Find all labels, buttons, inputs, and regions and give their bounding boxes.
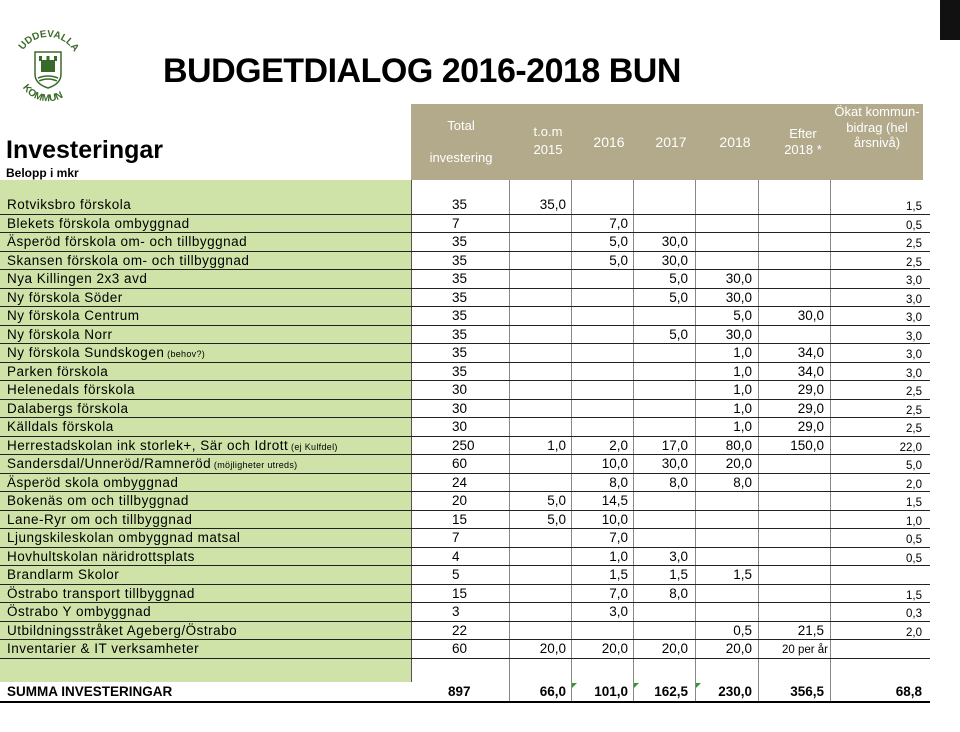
page-title: BUDGETDIALOG 2016-2018 BUN (163, 52, 681, 90)
row-name: Rotviksbro förskola (7, 197, 132, 212)
row-label (7, 253, 249, 268)
cell-y2017: 30,0 (661, 456, 688, 471)
header-total-line2: investering (429, 150, 493, 165)
table-row (0, 603, 930, 622)
cell-y2017: 17,0 (661, 437, 688, 453)
table-row (0, 381, 930, 400)
row-label (7, 308, 140, 323)
header-2018: 2018 (719, 134, 751, 150)
marker-icon (572, 683, 577, 688)
table-row (0, 511, 930, 530)
header-total-line1: Total (447, 118, 475, 133)
unit-label: Belopp i mkr (6, 166, 79, 180)
table-row (0, 418, 930, 437)
header-okat: Ökat kommun-bidrag (hel årsnivå) (834, 104, 920, 150)
cell-tom: 1,0 (547, 437, 566, 453)
cell-y2018: 1,0 (733, 400, 752, 416)
row-name: Ny förskola Sundskogen (7, 345, 165, 360)
table-row (0, 455, 930, 474)
row-note: (behov?) (164, 349, 206, 359)
cell-y2018: 0,5 (733, 622, 752, 638)
cell-y2016: 7,0 (609, 530, 628, 545)
cell-okat: 3,0 (906, 312, 922, 324)
row-label (7, 216, 190, 231)
marker-icon (696, 683, 701, 688)
summary-label: SUMMA INVESTERINGAR (7, 684, 173, 699)
table-row (0, 400, 930, 419)
row-label (7, 345, 205, 360)
cell-y2016: 8,0 (609, 474, 628, 490)
row-name: Nya Killingen 2x3 avd (7, 271, 148, 286)
cell-y2018: 30,0 (725, 271, 752, 286)
header-after-line2: 2018 * (784, 142, 822, 157)
cell-okat: 1,5 (906, 589, 922, 602)
cell-okat: 22,0 (899, 441, 922, 454)
row-label (7, 641, 199, 656)
cell-okat: 3,0 (906, 349, 922, 361)
cell-after: 21,5 (797, 622, 824, 638)
row-name: Bokenäs om och tillbyggnad (7, 493, 189, 508)
row-label (7, 327, 113, 342)
row-label (7, 382, 135, 397)
cell-total: 35 (452, 326, 468, 342)
cell-y2018: 20,0 (725, 641, 752, 656)
table-row (0, 585, 930, 604)
row-name: Inventarier & IT verksamheter (7, 641, 200, 656)
cell-total: 22 (452, 622, 468, 638)
cell-after: 150,0 (790, 437, 824, 453)
row-label (7, 197, 131, 212)
cell-total: 250 (452, 437, 475, 453)
cell-total: 35 (452, 234, 468, 249)
cell-total: 60 (452, 456, 468, 471)
row-label (7, 549, 195, 564)
row-name: Äsperöd skola ombyggnad (7, 474, 179, 490)
table-row (0, 363, 930, 382)
cell-total: 5 (452, 567, 460, 582)
logo-text-top: UDDEVALLA (16, 28, 81, 54)
row-name: Ny förskola Söder (7, 289, 123, 305)
cell-y2018: 30,0 (725, 326, 752, 342)
cell-y2017: 5,0 (669, 271, 688, 286)
cell-after: 29,0 (797, 400, 824, 416)
table-row (0, 492, 930, 511)
cell-y2016: 20,0 (601, 641, 628, 656)
table-row (0, 640, 930, 659)
table-row (0, 474, 930, 493)
row-label (7, 364, 108, 379)
table-row (0, 270, 930, 289)
cell-total: 20 (452, 493, 468, 508)
cell-after: 34,0 (797, 363, 824, 379)
cell-y2017: 5,0 (669, 289, 688, 305)
row-name: Dalabergs förskola (7, 400, 129, 416)
cell-y2018: 30,0 (725, 289, 752, 305)
cell-y2016: 14,5 (601, 493, 628, 508)
cell-tom: 5,0 (547, 511, 566, 527)
row-label (7, 456, 297, 471)
cell-after: 29,0 (797, 419, 824, 434)
header-after-line1: Efter (789, 126, 817, 141)
summary-total: 897 (448, 684, 471, 699)
cell-y2016: 7,0 (609, 215, 628, 231)
cell-total: 7 (452, 530, 460, 545)
row-label (7, 438, 338, 453)
summary-2017: 162,5 (654, 684, 688, 699)
cell-after: 29,0 (797, 382, 824, 397)
table-row (0, 566, 930, 585)
cell-okat: 2,5 (906, 404, 922, 417)
cell-okat: 0,5 (906, 219, 922, 232)
table-row (0, 196, 930, 215)
cell-okat: 2,5 (906, 256, 922, 269)
table-row (0, 233, 930, 252)
cell-total: 24 (452, 474, 468, 490)
cell-y2018: 1,0 (733, 382, 752, 397)
row-name: Östrabo transport tillbyggnad (7, 585, 195, 601)
cell-after: 34,0 (797, 345, 824, 360)
row-label (7, 493, 189, 508)
cell-okat: 1,5 (906, 497, 922, 509)
table-row (0, 289, 930, 308)
svg-text:UDDEVALLA (17, 29, 81, 54)
row-name: Östrabo Y ombyggnad (7, 604, 152, 619)
cell-y2018: 80,0 (725, 437, 752, 453)
cell-total: 35 (452, 363, 468, 379)
cell-total: 35 (452, 197, 468, 212)
row-label (7, 567, 119, 582)
cell-okat: 2,5 (906, 238, 922, 250)
cell-y2018: 1,0 (733, 345, 752, 360)
coat-of-arms-icon (8, 22, 88, 114)
cell-y2016: 5,0 (609, 252, 628, 268)
table-row (0, 437, 930, 456)
cell-y2016: 2,0 (609, 437, 628, 453)
cell-total: 35 (452, 252, 468, 268)
cell-total: 3 (452, 604, 460, 619)
row-name: Källdals förskola (7, 419, 114, 434)
row-label (7, 512, 192, 527)
cell-y2016: 1,0 (609, 548, 628, 564)
cell-okat: 2,5 (906, 386, 922, 398)
cell-total: 35 (452, 271, 468, 286)
row-label (7, 271, 147, 286)
cell-okat: 0,5 (906, 534, 922, 546)
row-label (7, 586, 195, 601)
cell-okat: 3,0 (906, 367, 922, 380)
corner-bar (940, 0, 960, 40)
row-name: Skansen förskola om- och tillbyggnad (7, 252, 250, 268)
cell-y2018: 20,0 (725, 456, 752, 471)
cell-y2017: 8,0 (669, 474, 688, 490)
row-label (7, 234, 247, 249)
table-row (0, 529, 930, 548)
cell-y2017: 1,5 (669, 567, 688, 582)
cell-y2016: 3,0 (609, 604, 628, 619)
table-row (0, 548, 930, 567)
header-tom-line1: t.o.m (533, 124, 563, 139)
summary-2018: 230,0 (718, 684, 752, 699)
cell-y2016: 10,0 (601, 456, 628, 471)
cell-tom: 35,0 (539, 197, 566, 212)
cell-total: 35 (452, 308, 468, 323)
row-note: (möjligheter utreds) (211, 460, 298, 470)
row-name: Lane-Ryr om och tillbyggnad (7, 511, 193, 527)
row-name: Äsperöd förskola om- och tillbyggnad (7, 234, 248, 249)
summary-after: 356,5 (790, 684, 824, 699)
row-label (7, 401, 129, 416)
cell-y2017: 3,0 (669, 548, 688, 564)
table-row (0, 622, 930, 641)
cell-y2017: 30,0 (661, 252, 688, 268)
cell-okat: 5,0 (906, 460, 922, 472)
cell-okat: 0,3 (906, 608, 922, 620)
row-label (7, 290, 123, 305)
cell-y2017: 8,0 (669, 585, 688, 601)
cell-y2016: 1,5 (609, 567, 628, 582)
cell-okat: 3,0 (906, 330, 922, 343)
cell-okat: 1,0 (906, 515, 922, 528)
row-name: Ny förskola Centrum (7, 308, 140, 323)
cell-total: 35 (452, 289, 468, 305)
header-tom-line2: 2015 (533, 142, 563, 157)
row-name: Hovhultskolan näridrottsplats (7, 548, 195, 564)
cell-after: 20 per år (781, 644, 828, 656)
summary-row (0, 682, 930, 702)
cell-after: 30,0 (797, 308, 824, 323)
cell-tom: 20,0 (539, 641, 566, 656)
row-name: Sandersdal/Unneröd/Ramneröd (7, 456, 212, 471)
marker-icon (634, 683, 639, 688)
summary-underline (0, 701, 930, 703)
row-label (7, 530, 240, 545)
row-name: Blekets förskola ombyggnad (7, 215, 190, 231)
row-note: (ej Kulfdel) (288, 441, 338, 452)
cell-total: 60 (452, 641, 468, 656)
cell-y2018: 1,5 (733, 567, 752, 582)
row-separator (0, 658, 930, 659)
row-name: Helenedals förskola (7, 382, 136, 397)
cell-okat: 2,0 (906, 626, 922, 639)
row-name: Herrestadskolan ink storlek+, Sär och Idrott (7, 437, 289, 453)
cell-total: 15 (452, 511, 468, 527)
row-label (7, 623, 237, 638)
cell-y2016: 10,0 (601, 511, 628, 527)
cell-okat: 2,0 (906, 478, 922, 491)
table-row (0, 344, 930, 363)
cell-total: 30 (452, 419, 468, 434)
cell-y2018: 5,0 (733, 308, 752, 323)
table-row (0, 326, 930, 345)
cell-total: 35 (452, 345, 468, 360)
cell-okat: 3,0 (906, 293, 922, 306)
cell-total: 30 (452, 400, 468, 416)
cell-y2017: 30,0 (661, 234, 688, 249)
section-title: Investeringar (6, 136, 164, 164)
row-label (7, 604, 151, 619)
cell-okat: 1,5 (906, 201, 922, 213)
table-row (0, 252, 930, 271)
cell-total: 30 (452, 382, 468, 397)
logo-text-bottom: KOMMUN (20, 82, 65, 105)
cell-y2017: 5,0 (669, 326, 688, 342)
cell-y2016: 7,0 (609, 585, 628, 601)
row-label (7, 419, 114, 434)
cell-total: 7 (452, 215, 460, 231)
cell-okat: 0,5 (906, 552, 922, 565)
row-name: Parken förskola (7, 363, 109, 379)
cell-total: 15 (452, 585, 468, 601)
row-label (7, 475, 178, 490)
row-name: Brandlarm Skolor (7, 567, 120, 582)
summary-okat: 68,8 (895, 684, 922, 699)
cell-tom: 5,0 (547, 493, 566, 508)
cell-y2018: 1,0 (733, 363, 752, 379)
cell-y2016: 5,0 (609, 234, 628, 249)
row-name: Utbildningsstråket Ageberg/Östrabo (7, 622, 238, 638)
summary-2016: 101,0 (594, 684, 628, 699)
cell-y2018: 8,0 (733, 474, 752, 490)
cell-y2018: 1,0 (733, 419, 752, 434)
cell-okat: 2,5 (906, 423, 922, 435)
row-name: Ny förskola Norr (7, 326, 113, 342)
cell-y2017: 20,0 (661, 641, 688, 656)
header-2016: 2016 (593, 134, 625, 150)
row-name: Ljungskileskolan ombyggnad matsal (7, 530, 241, 545)
cell-okat: 3,0 (906, 275, 922, 287)
cell-total: 4 (452, 548, 460, 564)
table-row (0, 307, 930, 326)
summary-tom: 66,0 (539, 684, 566, 699)
table-row (0, 215, 930, 234)
header-2017: 2017 (655, 134, 687, 150)
